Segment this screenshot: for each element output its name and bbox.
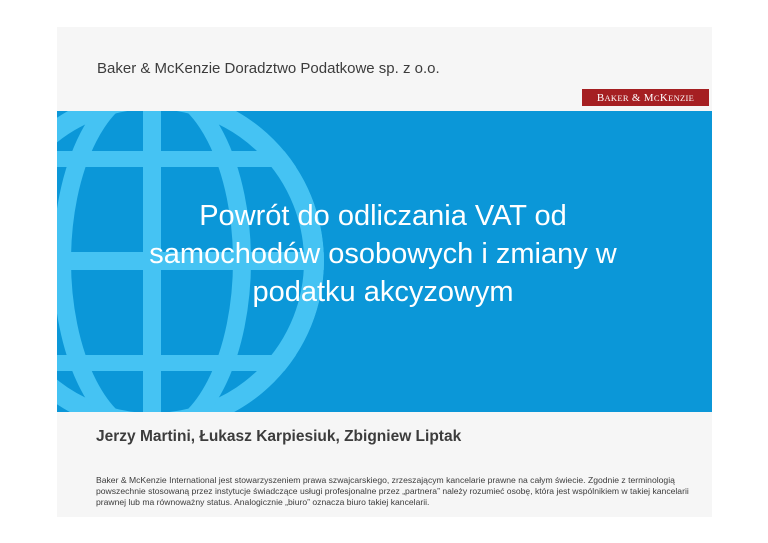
- title-banner: [57, 111, 712, 412]
- authors: Jerzy Martini, Łukasz Karpiesiuk, Zbigniew Liptak: [96, 428, 462, 445]
- presentation-title: Powrót do odliczania VAT od samochodów osobowych i zmiany w podatku akcyzowym: [149, 200, 617, 308]
- disclaimer-text: Baker & McKenzie International jest stowarzyszeniem prawa szwajcarskiego, zrzeszającym kancelarie prawne na całym świecie. Zgodnie z terminologią powszechnie stosowaną przez instytucje świadczące usługi profesjonalne przez „partnera” należy rozumieć osobę, która jest wspólnikiem w takiej kancelarii prawnej lub ma równoważny status. Analogicznie „biuro” oznacza biuro takiej kancelarii.: [96, 475, 689, 507]
- baker-mckenzie-logo: B AKER & M C K ENZIE: [582, 89, 709, 106]
- company-name: Baker & McKenzie Doradztwo Podatkowe sp. z o.o.: [97, 60, 440, 77]
